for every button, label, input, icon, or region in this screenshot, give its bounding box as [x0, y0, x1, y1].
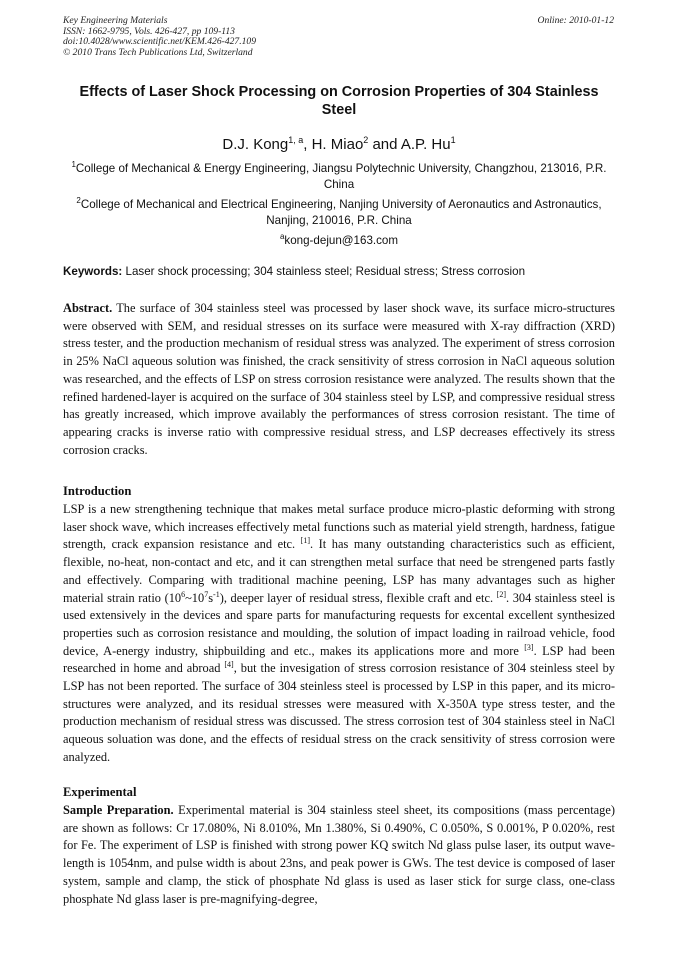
affiliation-1 [63, 157, 615, 193]
intro-text: ), deeper layer of residual stress, flexible craft and etc. [219, 590, 497, 605]
citation: [1] [300, 536, 310, 546]
journal-header [63, 16, 256, 58]
affil-text: College of Mechanical and Electrical Engineering, Nanjing University of Aeronautics and Astronautics, Nanjing, 210016, P.R. China [80, 197, 602, 227]
exponent: -1 [213, 589, 220, 599]
author-name: D.J. Kong [222, 136, 289, 153]
citation: [4] [224, 660, 234, 670]
email-marker: a [279, 232, 285, 241]
affiliation-2 [63, 193, 615, 229]
experimental-heading: Experimental [63, 785, 137, 799]
author-affil-marker: 2 [363, 135, 369, 145]
introduction-heading: Introduction [63, 484, 132, 498]
experimental-paragraph [63, 802, 615, 908]
intro-text: LSP is a new strengthening technique that makes metal surface produce micro-plastic deforming with strong laser shock wave, which increases effectively metal functions such as material yield strength, hardness, fatigue strength, crack expansion resistance and etc. [63, 502, 615, 552]
journal-name: Key Engineering Materials [63, 15, 168, 26]
journal-doi: doi:10.4028/www.scientific.net/KEM.426-427.109 [63, 36, 257, 48]
keywords-text: Laser shock processing; 304 stainless steel; Residual stress; Stress corrosion [122, 265, 526, 278]
affil-text: College of Mechanical & Energy Engineering, Jiangsu Polytechnic University, Changzhou, 213016, P.R. China [75, 161, 607, 191]
intro-text: s [208, 590, 214, 605]
intro-text: , but the invesigation of stress corrosion resistance of 304 steinless steel by LSP has not been reported. The surface of 304 steinless steel is processed by LSP in this paper, and its micro-structures were analyzed, and its residual stresses were measured with X-350A type stress tester, and the production mechanism of residual stress was discussed. The stress corrosion test of 304 stainless steel in NaCl aqueous soluation was done, and the effects of residual stress on the crack sensitivity of stress corrosion were analyzed. [63, 661, 616, 764]
author-email [63, 229, 615, 249]
intro-text: . LSP had been researched in home and abroad [63, 643, 615, 676]
abstract-label: Abstract. [63, 301, 113, 315]
author-affil-marker: 1, a [288, 135, 304, 145]
intro-text: ~10 [185, 590, 205, 605]
exponent: 7 [204, 589, 209, 599]
author-affil-marker: 1 [450, 135, 456, 145]
author-name: , H. Miao [303, 136, 364, 153]
email-text: kong-dejun@163.com [284, 233, 399, 247]
introduction-paragraph [63, 501, 615, 767]
exponent: 6 [181, 589, 186, 599]
author-list [63, 131, 615, 154]
keywords-label: Keywords: [63, 265, 123, 278]
experimental-text: Experimental material is 304 stainless steel sheet, its compositions (mass percentage) are shown as follows: Cr 17.080%, Ni 8.010%, Mn 1.380%, Si 0.490%, C 0.050%, S 0.001%, P 0.020%, rest for Fe. The experiment of LSP is finished with strong power KQ switch Nd glass pulse laser, its output wave- length is 1054nm, and pulse width is about 23ns, and peak power is GWs. The test device is composed of laser system, sample and clamp, the stick of phosphate Nd glass is used as laser stick for surge class, one-class phosphate Nd glass laser is pre-magnifying-degree, [63, 803, 615, 906]
abstract-text: The surface of 304 stainless steel was processed by laser shock wave, its surface micro-structures were observed with SEM, and residual stresses on its surface were measured with X-ray diffraction (XRD) stress tester, and the production mechanism of residual stress was analyzed. The experiment of stress corrosion in 25% NaCl aqueous solution was finished, the crack sensitivity of stress corrosion in NaCl aqueous solution was researched, and the effects of LSP on stress corrosion resistance were analyzed. The results shown that the refined hardened-layer is acquired on the surface of 304 stainless steel by LSP, and compressive residual stress has greatly increased, which improve availably the performances of stress corrosion resistant. The time of appearing cracks is inverse ratio with compressive residual stress, and LSP decreases effectively its stress corrosion cracks. [63, 301, 615, 457]
sample-prep-label: Sample Preparation. [63, 803, 174, 817]
author-name: and A.P. Hu [368, 136, 451, 153]
abstract [63, 300, 615, 459]
affil-marker: 2 [76, 196, 81, 205]
citation: [3] [524, 642, 534, 652]
intro-text: . 304 stainless steel is used extensively in the devices and spare parts for manufacturing requests for excental excellent synthesized properties such as corrosion resistance and moulding, the solution of impact loading in railroad vehicle, food device, A-energy industry, shipbuilding and etc., makes its applications more and more [63, 590, 615, 658]
journal-issn: ISSN: 1662-9795, Vols. 426-427, pp 109-113 [63, 25, 235, 37]
keywords [63, 264, 615, 280]
journal-copyright: © 2010 Trans Tech Publications Ltd, Switzerland [63, 46, 253, 58]
online-date: Online: 2010-01-12 [537, 15, 614, 26]
affil-marker: 1 [71, 160, 76, 169]
intro-text: . It has many outstanding characteristics such as efficient, flexible, no-heat, non-contact and etc, and it can strengthen metal surface that need be strengened parts fastly and effectively. Comparing with traditional machine peening, LSP has many advantages such as higher material strain ratio (10 [63, 537, 615, 605]
citation: [2] [496, 589, 507, 599]
paper-title: Effects of Laser Shock Processing on Corrosion Properties of 304 Stainless Steel [79, 84, 599, 118]
